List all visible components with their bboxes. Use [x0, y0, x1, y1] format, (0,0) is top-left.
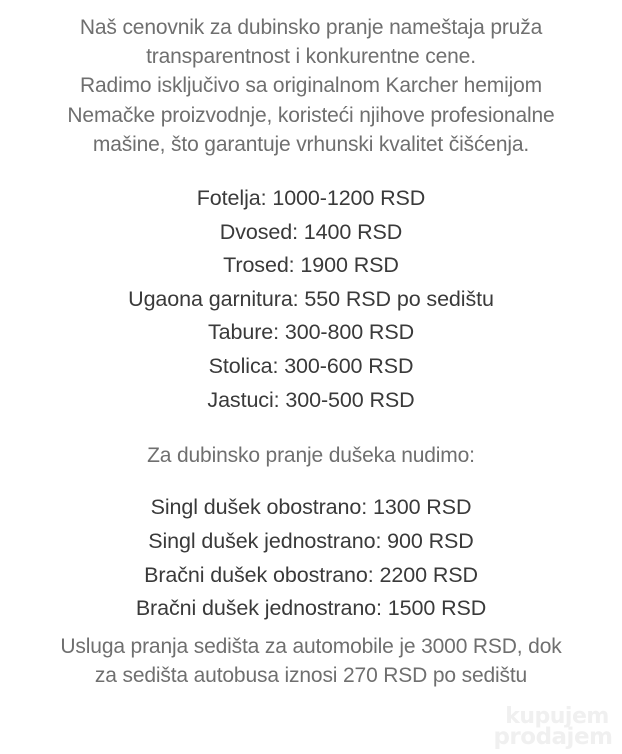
price-row: Bračni dušek jednostrano: 1500 RSD [135, 596, 487, 621]
price-row: Singl dušek obostrano: 1300 RSD [150, 495, 472, 520]
intro-paragraph [0, 0, 622, 159]
furniture-price-list [0, 182, 622, 417]
price-row: Jastuci: 300-500 RSD [207, 387, 415, 412]
intro-line: Radimo isključivo sa originalnom Karcher hemijom [80, 74, 542, 98]
price-row: Trosed: 1900 RSD [223, 253, 399, 278]
watermark-line-prodajem: prodajem [493, 724, 613, 750]
mattress-section-heading [0, 441, 622, 470]
price-row: Ugaona garnitura: 550 RSD po sedištu [128, 286, 494, 311]
outro-line: Usluga pranja sedišta za automobile je 3000 RSD, dok [60, 634, 562, 658]
kupujem-prodajem-watermark [488, 706, 618, 748]
mattress-price-list [0, 491, 622, 625]
intro-line: Naš cenovnik za dubinsko pranje nameštaja pruža [79, 16, 543, 39]
price-row: Fotelja: 1000-1200 RSD [196, 186, 426, 211]
watermark-line-kupujem: kupujem [505, 704, 609, 729]
price-row: Dvosed: 1400 RSD [219, 219, 403, 244]
price-row: Bračni dušek obostrano: 2200 RSD [144, 562, 478, 587]
intro-line: Nemačke proizvodnje, koristeći njihove profesionalne [67, 103, 555, 127]
section-spacer [0, 470, 622, 491]
mattress-heading-text: Za dubinsko pranje dušeka nudimo: [147, 444, 475, 468]
outro-line: za sedišta autobusa iznosi 270 RSD po sedištu [94, 663, 528, 687]
price-row: Singl dušek jednostrano: 900 RSD [148, 528, 474, 553]
intro-line: mašine, što garantuje vrhunski kvalitet čišćenja. [92, 132, 530, 156]
outro-paragraph [0, 632, 622, 690]
intro-line: transparentnost i konkurentne cene. [146, 45, 476, 69]
section-spacer [0, 417, 622, 441]
price-row: Tabure: 300-800 RSD [207, 320, 415, 345]
price-row: Stolica: 300-600 RSD [208, 353, 414, 378]
section-spacer [0, 159, 622, 182]
